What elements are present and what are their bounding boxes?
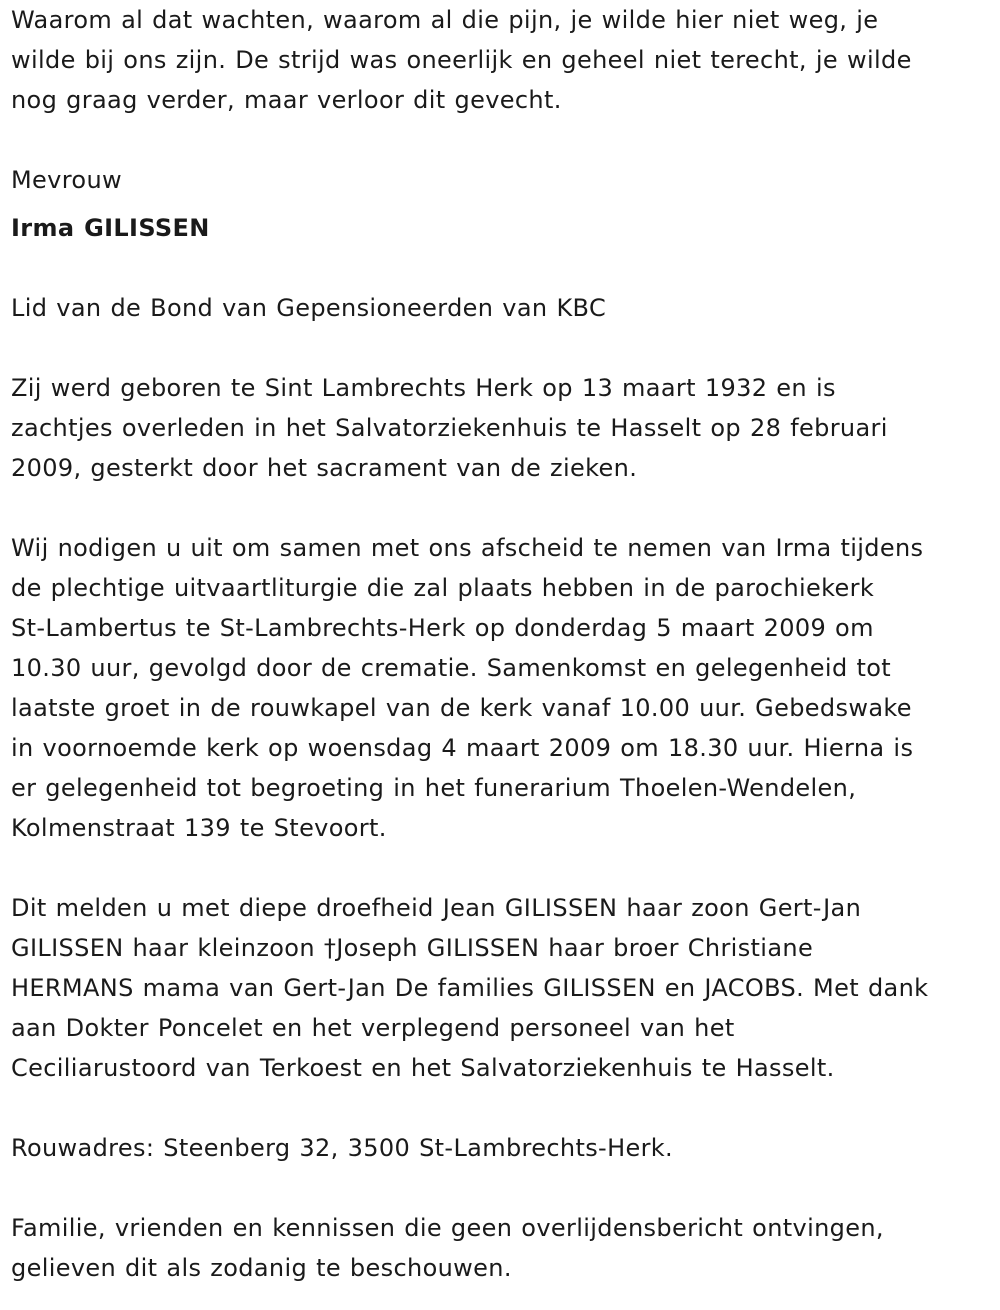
deceased-name (11, 208, 996, 248)
mourning-address (11, 1128, 996, 1168)
birth-death-line: 2009, gesterkt door het sacrament van de zieken. (11, 454, 638, 482)
announcement-line: aan Dokter Poncelet en het verplegend personeel van het (11, 1014, 735, 1042)
poem-line: Waarom al dat wachten, waarom al die pijn, je wilde hier niet weg, je (11, 6, 879, 34)
announcement-text: Joseph GILISSEN haar broer Christiane (336, 934, 814, 962)
membership-text: Lid van de Bond van Gepensioneerden van KBC (11, 294, 607, 322)
closing-line: gelieven dit als zodanig te beschouwen. (11, 1254, 512, 1282)
poem-line: wilde bij ons zijn. De strijd was oneerlijk en geheel niet terecht, je wilde (11, 46, 912, 74)
paragraph-gap (11, 120, 996, 160)
invitation-paragraph (11, 528, 996, 848)
announcement-text: GILISSEN haar kleinzoon (11, 934, 324, 962)
paragraph-gap (11, 848, 996, 888)
birth-death-paragraph (11, 368, 996, 488)
announcement-line: Ceciliarustoord van Terkoest en het Salvatorziekenhuis te Hasselt. (11, 1054, 835, 1082)
announcement-line: HERMANS mama van Gert-Jan De families GILISSEN en JACOBS. Met dank (11, 974, 929, 1002)
obituary-document (11, 0, 996, 1288)
paragraph-gap (11, 1168, 996, 1208)
paragraph-gap (11, 1088, 996, 1128)
invitation-line: er gelegenheid tot begroeting in het funerarium Thoelen-Wendelen, (11, 774, 857, 802)
invitation-line: laatste groet in de rouwkapel van de kerk vanaf 10.00 uur. Gebedswake (11, 694, 912, 722)
paragraph-gap (11, 328, 996, 368)
salutation (11, 160, 996, 200)
salutation-text: Mevrouw (11, 166, 122, 194)
announcement-paragraph (11, 888, 996, 1088)
invitation-line: de plechtige uitvaartliturgie die zal plaats hebben in de parochiekerk (11, 574, 875, 602)
birth-death-line: Zij werd geboren te Sint Lambrechts Herk op 13 maart 1932 en is (11, 374, 836, 402)
poem-paragraph (11, 0, 996, 120)
paragraph-gap (11, 488, 996, 528)
closing-paragraph (11, 1208, 996, 1288)
cross-icon: † (323, 934, 337, 962)
announcement-line: Dit melden u met diepe droefheid Jean GILISSEN haar zoon Gert-Jan (11, 894, 862, 922)
invitation-line: 10.30 uur, gevolgd door de crematie. Samenkomst en gelegenheid tot (11, 654, 892, 682)
deceased-name-text: Irma GILISSEN (11, 214, 210, 242)
invitation-line: Kolmenstraat 139 te Stevoort. (11, 814, 387, 842)
closing-line: Familie, vrienden en kennissen die geen overlijdensbericht ontvingen, (11, 1214, 884, 1242)
invitation-line: in voornoemde kerk op woensdag 4 maart 2009 om 18.30 uur. Hierna is (11, 734, 914, 762)
poem-line: nog graag verder, maar verloor dit gevecht. (11, 86, 562, 114)
membership-paragraph (11, 288, 996, 328)
announcement-line (11, 928, 996, 968)
birth-death-line: zachtjes overleden in het Salvatorziekenhuis te Hasselt op 28 februari (11, 414, 888, 442)
paragraph-gap (11, 248, 996, 288)
mourning-address-text: Rouwadres: Steenberg 32, 3500 St-Lambrechts-Herk. (11, 1134, 674, 1162)
invitation-line: St-Lambertus te St-Lambrechts-Herk op donderdag 5 maart 2009 om (11, 614, 874, 642)
invitation-line: Wij nodigen u uit om samen met ons afscheid te nemen van Irma tijdens (11, 534, 924, 562)
